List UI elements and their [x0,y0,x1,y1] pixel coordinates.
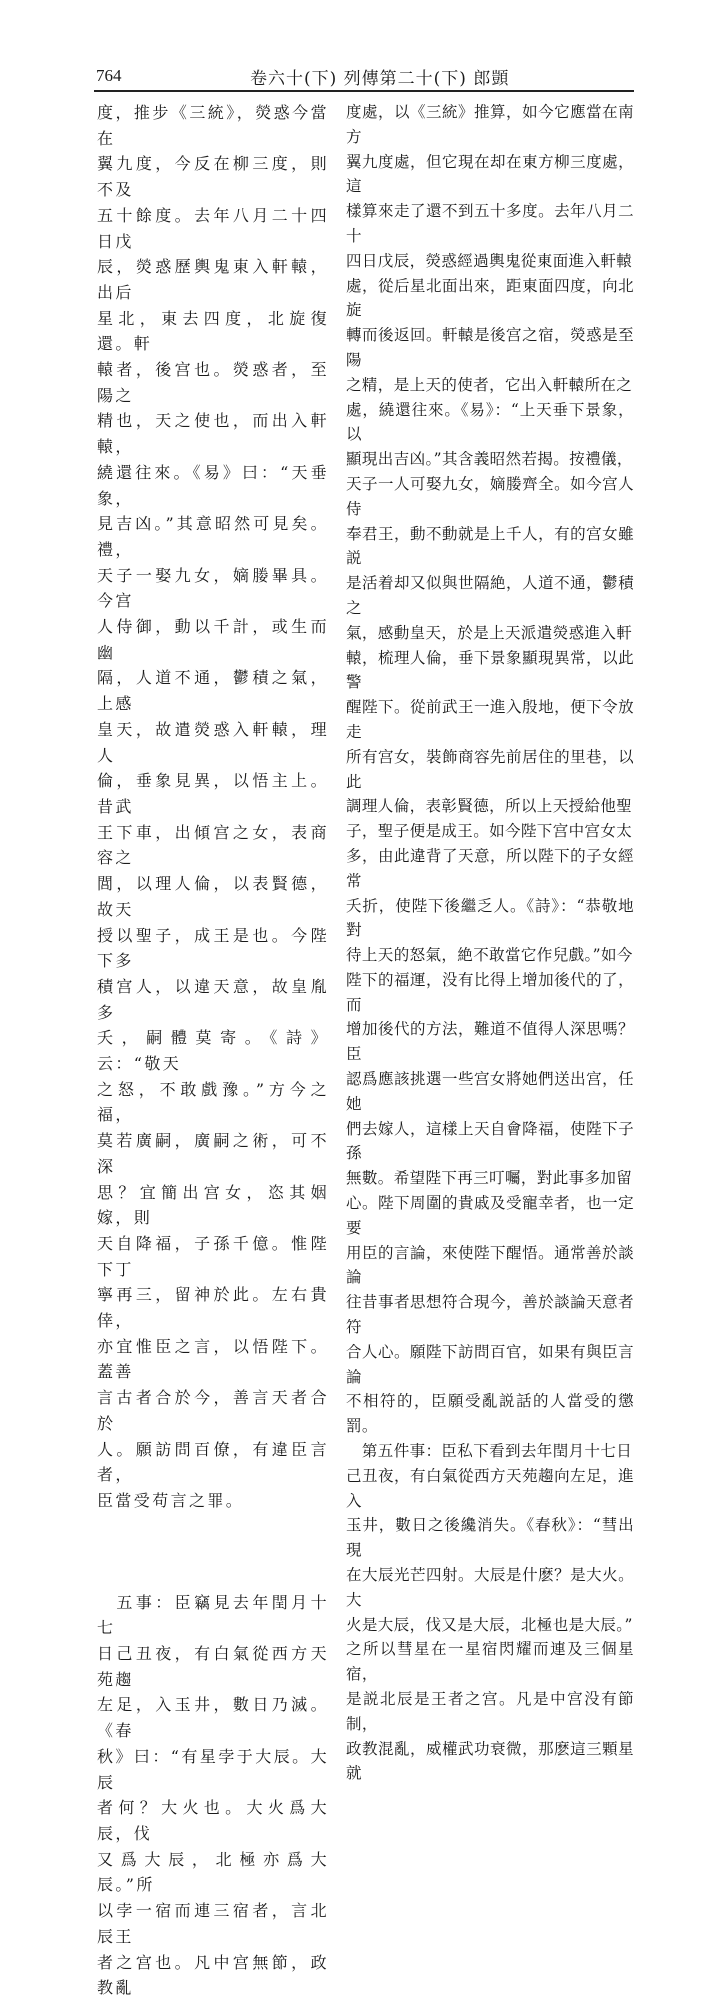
left-paragraph-1: 度，推步《三統》，熒惑今當在 翼九度，今反在柳三度，則不及 五十餘度。去年八月二十四日戊 辰，熒惑歷輿鬼東入軒轅，出后 星北，東去四度，北旋復還。軒 轅者，後宫也。熒惑者，至陽之 精也，天之使也，而出入軒轅， 繞還往來。《易》曰：“天垂象， 見吉凶。”其意昭然可見矣。禮， 天子一娶九女，嫡媵畢具。今宫 人侍御，動以千計，或生而幽 隔，人道不通，鬱積之氣，上感 皇天，故遣熒惑入軒轅，理人 倫，垂象見異，以悟主上。昔武 王下車，出傾宫之女，表商容之 閭，以理人倫，以表賢德，故天 授以聖子，成王是也。今陛下多 積宫人，以違天意，故皇胤多 夭，嗣體莫寄。《詩》云：“敬天 之怒，不敢戲豫。”方今之福， 莫若廣嗣，廣嗣之術，可不深 思？宜簡出宫女，恣其姻嫁，則 天自降福，子孫千億。惟陛下丁 寧再三，留神於此。左右貴倖， 亦宜惟臣之言，以悟陛下。蓋善 言古者合於今，善言天者合於 人。願訪問百僚，有違臣言者， 臣當受苟言之罪。 [97,103,329,1510]
right-paragraph-1: 度處，以《三統》推算，如今它應當在南方 翼九度處，但它現在却在東方柳三度處，這 樣算來走了還不到五十多度。去年八月二十 四日戊辰，熒惑經過輿鬼從東面進入軒轅 處，從后星北面出來，距東面四度，向北旋 轉而後返回。軒轅是後宫之宿，熒惑是至陽 之精，是上天的使者，它出入軒轅所在之 處，繞還往來。《易》：“上天垂下景象，以 顯現出吉凶。”其含義昭然若揭。按禮儀， 天子一人可娶九女，嫡媵齊全。如今宫人侍 奉君王，動不動就是上千人，有的宫女雖説 是活着却又似與世隔絶，人道不通，鬱積之 氣，感動皇天，於是上天派遣熒惑進入軒 轅，梳理人倫，垂下景象顯現異常，以此警 醒陛下。從前武王一進入殷地，便下令放走 所有宫女，裝飾商容先前居住的里巷，以此 調理人倫，表彰賢德，所以上天授給他聖 子，聖子便是成王。如今陛下宫中宫女太 多，由此違背了天意，所以陛下的子女經常 夭折，使陛下後繼乏人。《詩》：“恭敬地對 待上天的怒氣，絶不敢當它作兒戲。”如今 陛下的福運，没有比得上增加後代的了，而 增加後代的方法，難道不值得人深思嗎？臣 認爲應該挑選一些宫女將她們送出宫，任她 們去嫁人，這樣上天自會降福，使陛下子孫 無數。希望陛下再三叮囑，對此事多加留 心。陛下周圍的貴戚及受寵幸者，也一定要 用臣的言論，來使陛下醒悟。通常善於談論 往昔事者思想符合現今，善於談論天意者符 合人心。願陛下訪問百官，如果有與臣言論 不相符的，臣願受亂説話的人當受的懲罰。 [346,103,634,1436]
running-title: 卷六十(下) 列傳第二十(下) 郎顗 [250,69,510,89]
left-column-original-text [97,100,329,2000]
page-number: 764 [96,66,122,85]
right-column-translation [346,100,634,1786]
header-rule [94,90,634,92]
right-paragraph-2: 第五件事：臣私下看到去年閏月十七日 己丑夜，有白氣從西方天苑趨向左足，進入 玉井，數日之後纔消失。《春秋》：“彗出現 在大辰光芒四射。大辰是什麽？是大火。大 火是大辰，伐又是大辰，北極也是大辰。” 之所以彗星在一星宿閃耀而連及三個星宿， 是説北辰是王者之宫。凡是中宫没有節制， 政教混亂，威權武功衰微，那麽這三顆星就 [346,1442,634,1783]
paragraph-gap [97,1514,329,1590]
page-header [0,58,716,88]
left-paragraph-2: 五事：臣竊見去年閏月十七 日己丑夜，有白氣從西方天苑趨 左足，入玉井，數日乃滅。《春 秋》曰：“有星孛于大辰。大辰 者何？大火也。大火爲大辰，伐 又爲大辰，北極亦爲大辰。”所 以孛一宿而連三宿者，言北辰王 者之宫也。凡中宫無節，政教亂 [97,1592,329,1998]
